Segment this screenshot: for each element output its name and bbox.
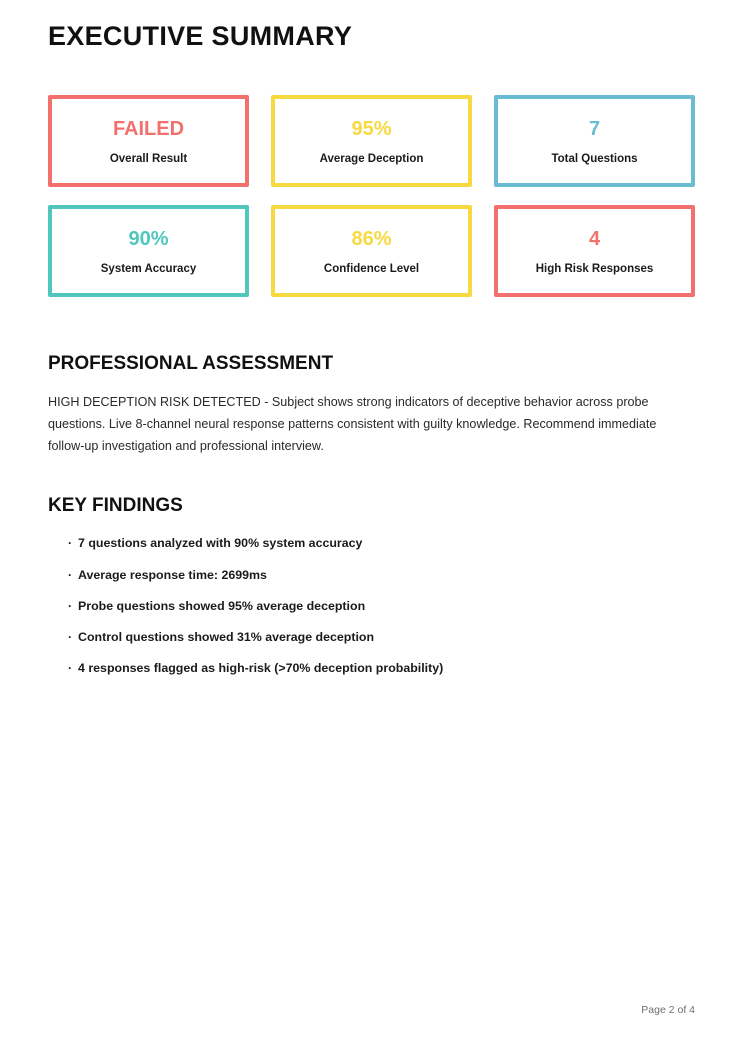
stat-value: FAILED [112, 117, 185, 140]
stat-label: Confidence Level [323, 262, 420, 275]
findings-list [48, 535, 695, 676]
stat-card-high-risk-responses [494, 205, 695, 297]
list-item [68, 535, 695, 551]
list-item-label: 4 responses flagged as high-risk (>70% deception probability) [78, 660, 444, 675]
bullet-icon: · [68, 567, 73, 582]
stat-label: Total Questions [551, 152, 638, 165]
list-item-label: 7 questions analyzed with 90% system accuracy [78, 536, 363, 551]
stat-card-confidence-level [271, 205, 472, 297]
list-item-label: Probe questions showed 95% average deception [78, 598, 366, 613]
stat-label: Overall Result [109, 152, 188, 165]
bullet-icon: · [68, 629, 73, 644]
stat-value: 4 [588, 227, 601, 250]
stat-label: High Risk Responses [535, 262, 654, 275]
summary-stats-grid [48, 95, 695, 297]
assessment-body: HIGH DECEPTION RISK DETECTED - Subject shows strong indicators of deceptive behavior across probe questions. Live 8-channel neural response patterns consistent with guilty knowledge. Recommend immediate follow-up investigation and professional interview. [48, 395, 657, 454]
list-item [68, 660, 695, 676]
stat-value: 7 [588, 117, 601, 140]
stat-card-system-accuracy [48, 205, 249, 297]
list-item-label: Control questions showed 31% average deception [78, 629, 375, 644]
stat-card-total-questions [494, 95, 695, 187]
list-item-label: Average response time: 2699ms [78, 567, 267, 582]
stat-card-average-deception [271, 95, 472, 187]
bullet-icon: · [68, 598, 73, 613]
findings-heading: KEY FINDINGS [48, 495, 183, 517]
stat-value: 86% [351, 227, 392, 250]
page-title: EXECUTIVE SUMMARY [48, 21, 353, 51]
page-footer: Page 2 of 4 [641, 1004, 695, 1016]
list-item [68, 567, 695, 583]
bullet-icon: · [68, 660, 73, 675]
assessment-heading: PROFESSIONAL ASSESSMENT [48, 353, 334, 375]
list-item [68, 629, 695, 645]
list-item [68, 598, 695, 614]
stat-value: 95% [351, 117, 392, 140]
stat-value: 90% [128, 227, 169, 250]
bullet-icon: · [68, 536, 73, 551]
professional-assessment-section [48, 353, 695, 457]
stat-card-overall-result [48, 95, 249, 187]
stat-label: System Accuracy [100, 262, 197, 275]
key-findings-section [48, 495, 695, 676]
stat-label: Average Deception [319, 152, 424, 165]
